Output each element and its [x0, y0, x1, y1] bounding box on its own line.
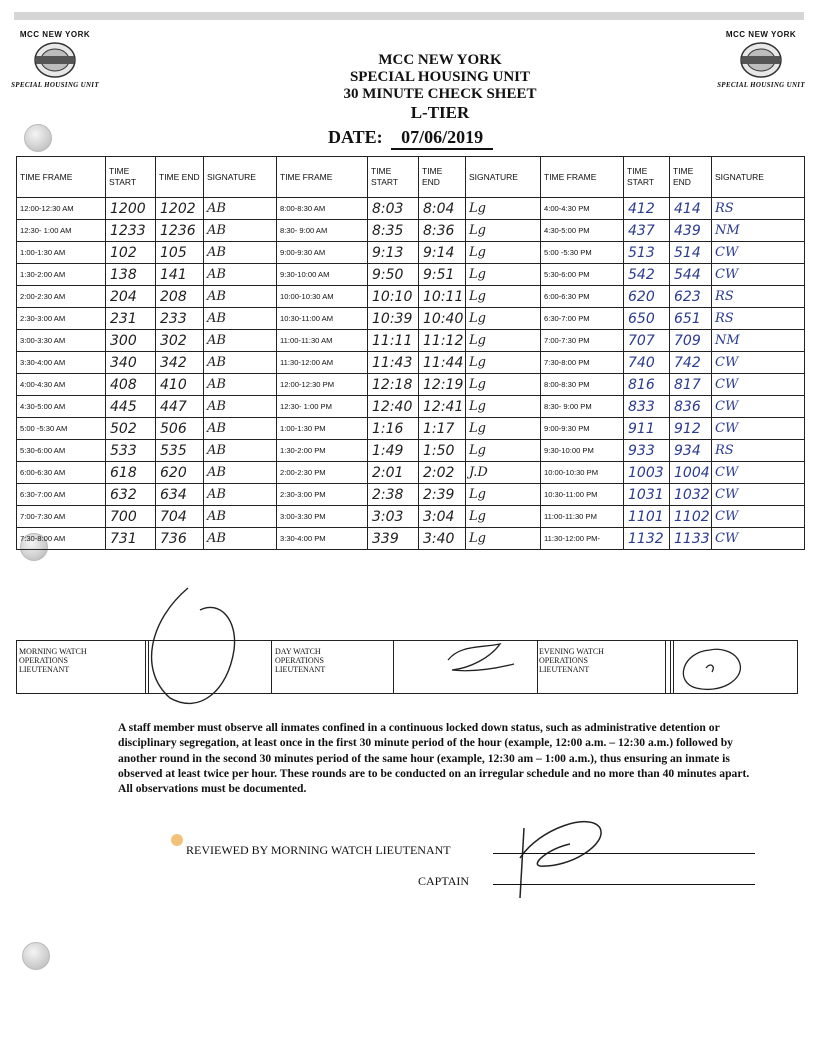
signature-cell[interactable]: AB — [204, 528, 277, 550]
table-row — [17, 330, 805, 352]
time-frame-cell: 12:00-12:30 AM — [17, 198, 106, 220]
time-frame-cell: 5:30-6:00 PM — [541, 264, 624, 286]
column-header: SIGNATURE — [466, 157, 541, 198]
time-start-cell[interactable]: 1233 — [106, 220, 156, 242]
time-frame-cell: 2:00-2:30 PM — [277, 462, 368, 484]
signature-cell[interactable]: Lg — [466, 506, 541, 528]
column-header: TIME START — [624, 157, 670, 198]
time-start-cell[interactable]: 3:03 — [368, 506, 419, 528]
signature-cell[interactable]: Lg — [466, 286, 541, 308]
time-start-cell[interactable]: 11:43 — [368, 352, 419, 374]
time-start-cell[interactable]: 300 — [106, 330, 156, 352]
tier-title: L-TIER — [410, 103, 470, 122]
time-frame-cell: 7:00-7:30 PM — [541, 330, 624, 352]
time-end-cell[interactable]: 535 — [156, 440, 204, 462]
signature-cell[interactable]: CW — [712, 264, 805, 286]
time-frame-cell: 6:30-7:00 AM — [17, 484, 106, 506]
time-end-cell[interactable]: 12:19 — [419, 374, 466, 396]
time-end-cell[interactable]: 544 — [670, 264, 712, 286]
morning-watch-label-cell — [17, 641, 146, 693]
time-frame-cell: 1:30-2:00 PM — [277, 440, 368, 462]
time-start-cell[interactable]: 502 — [106, 418, 156, 440]
time-frame-cell: 8:30- 9:00 PM — [541, 396, 624, 418]
time-end-cell[interactable]: 623 — [670, 286, 712, 308]
signature-cell[interactable]: AB — [204, 220, 277, 242]
time-start-cell[interactable]: 911 — [624, 418, 670, 440]
table-row — [17, 264, 805, 286]
signature-cell[interactable]: AB — [204, 484, 277, 506]
time-frame-cell: 7:30-8:00 AM — [17, 528, 106, 550]
time-frame-cell: 6:00-6:30 PM — [541, 286, 624, 308]
evening-watch-label — [537, 641, 663, 681]
time-start-cell[interactable]: 437 — [624, 220, 670, 242]
signature-cell[interactable]: Lg — [466, 198, 541, 220]
reviewed-by-label: REVIEWED BY MORNING WATCH LIEUTENANT — [186, 843, 451, 857]
highlight-dot-icon — [171, 834, 183, 846]
shu-emblem-icon — [32, 41, 78, 79]
signature-cell[interactable]: AB — [204, 418, 277, 440]
time-frame-cell: 6:30-7:00 PM — [541, 308, 624, 330]
time-frame-cell: 3:00-3:30 AM — [17, 330, 106, 352]
captain-signature-icon — [500, 808, 610, 903]
time-start-cell[interactable]: 1:49 — [368, 440, 419, 462]
logo-bottom-text: SPECIAL HOUSING UNIT — [11, 81, 99, 89]
time-start-cell[interactable]: 339 — [368, 528, 419, 550]
signature-cell[interactable]: CW — [712, 484, 805, 506]
time-start-cell[interactable]: 445 — [106, 396, 156, 418]
time-end-cell[interactable]: 1202 — [156, 198, 204, 220]
column-header: SIGNATURE — [712, 157, 805, 198]
table-row — [17, 462, 805, 484]
time-start-cell[interactable]: 620 — [624, 286, 670, 308]
time-end-cell[interactable]: 105 — [156, 242, 204, 264]
time-end-cell[interactable]: 8:04 — [419, 198, 466, 220]
time-end-cell[interactable]: 742 — [670, 352, 712, 374]
signature-cell[interactable]: RS — [712, 286, 805, 308]
time-frame-cell: 9:30-10:00 AM — [277, 264, 368, 286]
time-end-cell[interactable]: 9:51 — [419, 264, 466, 286]
label-line: OPERATIONS — [275, 656, 324, 666]
time-end-cell[interactable]: 8:36 — [419, 220, 466, 242]
signature-cell[interactable]: Lg — [466, 352, 541, 374]
morning-watch-label — [17, 641, 145, 681]
column-header: TIME START — [106, 157, 156, 198]
column-header: SIGNATURE — [204, 157, 277, 198]
table-row — [17, 396, 805, 418]
signature-cell[interactable]: AB — [204, 286, 277, 308]
time-end-cell[interactable]: 208 — [156, 286, 204, 308]
signature-cell[interactable]: RS — [712, 440, 805, 462]
signature-cell[interactable]: CW — [712, 374, 805, 396]
time-end-cell[interactable]: 1102 — [670, 506, 712, 528]
table-row — [17, 308, 805, 330]
time-start-cell[interactable]: 102 — [106, 242, 156, 264]
time-end-cell[interactable]: 141 — [156, 264, 204, 286]
signature-cell[interactable]: NM — [712, 220, 805, 242]
time-end-cell[interactable]: 836 — [670, 396, 712, 418]
time-frame-cell: 12:30- 1:00 PM — [277, 396, 368, 418]
table-row — [17, 352, 805, 374]
time-end-cell[interactable]: 2:02 — [419, 462, 466, 484]
table-row — [17, 440, 805, 462]
time-end-cell[interactable]: 9:14 — [419, 242, 466, 264]
signature-cell[interactable]: CW — [712, 528, 805, 550]
time-end-cell[interactable]: 302 — [156, 330, 204, 352]
time-frame-cell: 2:30-3:00 AM — [17, 308, 106, 330]
time-end-cell[interactable]: 1032 — [670, 484, 712, 506]
facility-title: MCC NEW YORK — [378, 52, 502, 68]
time-end-cell[interactable]: 934 — [670, 440, 712, 462]
time-start-cell[interactable]: 12:40 — [368, 396, 419, 418]
column-header: TIME END — [670, 157, 712, 198]
time-frame-cell: 1:00-1:30 AM — [17, 242, 106, 264]
signature-cell[interactable]: Lg — [466, 308, 541, 330]
signature-cell[interactable]: Lg — [466, 374, 541, 396]
shu-emblem-icon — [738, 41, 784, 79]
reviewed-by-signature-line[interactable] — [493, 853, 755, 854]
date-line — [328, 127, 493, 150]
table-row — [17, 198, 805, 220]
time-frame-cell: 11:00-11:30 AM — [277, 330, 368, 352]
time-frame-cell: 6:00-6:30 AM — [17, 462, 106, 484]
day-watch-label-cell — [273, 641, 393, 693]
time-end-cell[interactable]: 817 — [670, 374, 712, 396]
time-frame-cell: 12:00-12:30 PM — [277, 374, 368, 396]
table-header-row — [17, 157, 805, 198]
label-line: EVENING WATCH — [539, 647, 604, 656]
signature-cell[interactable]: Lg — [466, 440, 541, 462]
time-start-cell[interactable]: 2:01 — [368, 462, 419, 484]
time-end-cell[interactable]: 912 — [670, 418, 712, 440]
time-end-cell[interactable]: 3:04 — [419, 506, 466, 528]
time-start-cell[interactable]: 1:16 — [368, 418, 419, 440]
table-row — [17, 220, 805, 242]
time-frame-cell: 1:30-2:00 AM — [17, 264, 106, 286]
signature-cell[interactable]: AB — [204, 242, 277, 264]
time-end-cell[interactable]: 10:11 — [419, 286, 466, 308]
signature-cell[interactable]: CW — [712, 396, 805, 418]
shu-logo-right — [706, 30, 816, 89]
time-frame-cell: 4:30-5:00 AM — [17, 396, 106, 418]
time-start-cell[interactable]: 533 — [106, 440, 156, 462]
signature-cell[interactable]: Lg — [466, 330, 541, 352]
time-frame-cell: 1:00-1:30 PM — [277, 418, 368, 440]
table-row — [17, 484, 805, 506]
check-sheet-table — [16, 156, 805, 550]
time-end-cell[interactable]: 1:17 — [419, 418, 466, 440]
table-row — [17, 286, 805, 308]
day-lieutenant-signature-icon — [440, 640, 520, 680]
time-frame-cell: 9:00-9:30 PM — [541, 418, 624, 440]
label-line: OPERATIONS — [19, 656, 68, 666]
time-start-cell[interactable]: 542 — [624, 264, 670, 286]
signature-cell[interactable]: Lg — [466, 484, 541, 506]
signature-cell[interactable]: Lg — [466, 396, 541, 418]
label-line: OPERATIONS — [539, 656, 588, 666]
time-start-cell[interactable]: 740 — [624, 352, 670, 374]
punch-hole-icon — [24, 124, 52, 152]
time-start-cell[interactable]: 731 — [106, 528, 156, 550]
label-line: DAY WATCH — [275, 647, 321, 656]
time-start-cell[interactable]: 412 — [624, 198, 670, 220]
evening-watch-label-cell — [537, 641, 663, 693]
time-end-cell[interactable]: 414 — [670, 198, 712, 220]
time-start-cell[interactable]: 10:10 — [368, 286, 419, 308]
time-end-cell[interactable]: 11:12 — [419, 330, 466, 352]
signature-cell[interactable]: AB — [204, 330, 277, 352]
date-label: DATE: — [328, 127, 383, 147]
time-frame-cell: 10:30-11:00 PM — [541, 484, 624, 506]
label-line: LIEUTENANT — [275, 665, 326, 675]
table-row — [17, 506, 805, 528]
signature-cell[interactable]: Lg — [466, 418, 541, 440]
time-end-cell[interactable]: 1236 — [156, 220, 204, 242]
time-end-cell[interactable]: 1:50 — [419, 440, 466, 462]
logo-top-text: MCC NEW YORK — [19, 30, 91, 39]
instructions-paragraph: A staff member must observe all inmates confined in a continuous locked down status, such as administrative detention or disciplinary segregation, at least once in the first 30 minute period of the hour (example, 12:00 a.m. – 12:30 a.m.) followed by another round in the second 30 minutes period of the same hour (example, 12:30 am – 1:00 a.m.), thus ensuring an inmate is observed at least twice per hour. These rounds are to be conducted on an irregular schedule and no more than 40 minutes apart. All observations must be documented. — [118, 721, 750, 796]
time-start-cell[interactable]: 707 — [624, 330, 670, 352]
time-frame-cell: 5:00 -5:30 AM — [17, 418, 106, 440]
column-header: TIME FRAME — [17, 157, 106, 198]
time-end-cell[interactable]: 3:40 — [419, 528, 466, 550]
time-start-cell[interactable]: 204 — [106, 286, 156, 308]
label-line: MORNING WATCH — [19, 647, 87, 656]
signature-cell[interactable]: AB — [204, 374, 277, 396]
shu-logo-left — [0, 30, 110, 89]
time-end-cell[interactable]: 10:40 — [419, 308, 466, 330]
time-frame-cell: 4:30-5:00 PM — [541, 220, 624, 242]
time-start-cell[interactable]: 231 — [106, 308, 156, 330]
time-end-cell[interactable]: 634 — [156, 484, 204, 506]
signature-cell[interactable]: AB — [204, 506, 277, 528]
time-start-cell[interactable]: 138 — [106, 264, 156, 286]
signature-cell[interactable]: AB — [204, 198, 277, 220]
time-end-cell[interactable]: 704 — [156, 506, 204, 528]
time-frame-cell: 9:00-9:30 AM — [277, 242, 368, 264]
signature-cell[interactable]: AB — [204, 396, 277, 418]
time-start-cell[interactable]: 1101 — [624, 506, 670, 528]
time-end-cell[interactable]: 620 — [156, 462, 204, 484]
time-end-cell[interactable]: 439 — [670, 220, 712, 242]
time-start-cell[interactable]: 1132 — [624, 528, 670, 550]
time-end-cell[interactable]: 2:39 — [419, 484, 466, 506]
signature-cell[interactable]: Lg — [466, 264, 541, 286]
signature-cell[interactable]: Lg — [466, 220, 541, 242]
time-frame-cell: 12:30- 1:00 AM — [17, 220, 106, 242]
time-start-cell[interactable]: 700 — [106, 506, 156, 528]
column-header: TIME END — [156, 157, 204, 198]
signature-cell[interactable]: J.D — [466, 462, 541, 484]
time-end-cell[interactable]: 736 — [156, 528, 204, 550]
signature-cell[interactable]: AB — [204, 440, 277, 462]
label-line: LIEUTENANT — [539, 665, 590, 675]
time-frame-cell: 4:00-4:30 AM — [17, 374, 106, 396]
time-end-cell[interactable]: 709 — [670, 330, 712, 352]
signature-cell[interactable]: AB — [204, 264, 277, 286]
time-end-cell[interactable]: 514 — [670, 242, 712, 264]
signature-cell[interactable]: CW — [712, 506, 805, 528]
time-start-cell[interactable]: 2:38 — [368, 484, 419, 506]
unit-title: SPECIAL HOUSING UNIT — [349, 69, 531, 85]
time-frame-cell: 10:30-11:00 AM — [277, 308, 368, 330]
time-end-cell[interactable]: 447 — [156, 396, 204, 418]
time-start-cell[interactable]: 632 — [106, 484, 156, 506]
time-end-cell[interactable]: 1004 — [670, 462, 712, 484]
time-start-cell[interactable]: 833 — [624, 396, 670, 418]
captain-signature-line[interactable] — [493, 884, 755, 885]
time-frame-cell: 3:30-4:00 AM — [17, 352, 106, 374]
scan-top-edge — [14, 12, 804, 20]
signature-cell[interactable]: CW — [712, 418, 805, 440]
time-frame-cell: 9:30-10:00 PM — [541, 440, 624, 462]
punch-hole-icon — [22, 942, 50, 970]
time-end-cell[interactable]: 342 — [156, 352, 204, 374]
time-start-cell[interactable]: 408 — [106, 374, 156, 396]
captain-label: CAPTAIN — [418, 874, 470, 888]
time-frame-cell: 7:30-8:00 PM — [541, 352, 624, 374]
time-end-cell[interactable]: 1133 — [670, 528, 712, 550]
date-value: 07/06/2019 — [391, 127, 493, 150]
label-line: LIEUTENANT — [19, 665, 70, 675]
time-start-cell[interactable]: 9:13 — [368, 242, 419, 264]
evening-lieutenant-signature-icon — [670, 644, 750, 694]
time-start-cell[interactable]: 1200 — [106, 198, 156, 220]
signature-cell[interactable]: AB — [204, 462, 277, 484]
time-start-cell[interactable]: 11:11 — [368, 330, 419, 352]
time-end-cell[interactable]: 12:41 — [419, 396, 466, 418]
signature-cell[interactable]: RS — [712, 198, 805, 220]
time-start-cell[interactable]: 513 — [624, 242, 670, 264]
signature-cell[interactable]: CW — [712, 242, 805, 264]
time-start-cell[interactable]: 1031 — [624, 484, 670, 506]
time-start-cell[interactable]: 650 — [624, 308, 670, 330]
logo-bottom-text: SPECIAL HOUSING UNIT — [717, 81, 805, 89]
column-header: TIME END — [419, 157, 466, 198]
table-row — [17, 528, 805, 550]
time-start-cell[interactable]: 933 — [624, 440, 670, 462]
table-row — [17, 242, 805, 264]
signature-cell[interactable]: Lg — [466, 528, 541, 550]
time-start-cell[interactable]: 1003 — [624, 462, 670, 484]
time-frame-cell: 11:30-12:00 PM- — [541, 528, 624, 550]
time-frame-cell: 8:00-8:30 PM — [541, 374, 624, 396]
column-header: TIME FRAME — [277, 157, 368, 198]
time-start-cell[interactable]: 816 — [624, 374, 670, 396]
signature-cell[interactable]: Lg — [466, 242, 541, 264]
time-frame-cell: 2:00-2:30 AM — [17, 286, 106, 308]
column-header: TIME FRAME — [541, 157, 624, 198]
day-watch-label — [273, 641, 393, 681]
table-row — [17, 418, 805, 440]
time-end-cell[interactable]: 410 — [156, 374, 204, 396]
time-start-cell[interactable]: 10:39 — [368, 308, 419, 330]
time-start-cell[interactable]: 8:35 — [368, 220, 419, 242]
time-frame-cell: 11:30-12:00 AM — [277, 352, 368, 374]
time-end-cell[interactable]: 651 — [670, 308, 712, 330]
time-frame-cell: 7:00-7:30 AM — [17, 506, 106, 528]
time-frame-cell: 5:30-6:00 AM — [17, 440, 106, 462]
time-start-cell[interactable]: 340 — [106, 352, 156, 374]
time-frame-cell: 3:30-4:00 PM — [277, 528, 368, 550]
column-header: TIME START — [368, 157, 419, 198]
time-frame-cell: 10:00-10:30 PM — [541, 462, 624, 484]
morning-lieutenant-signature-icon — [130, 580, 250, 710]
time-start-cell[interactable]: 8:03 — [368, 198, 419, 220]
signature-cell[interactable]: RS — [712, 308, 805, 330]
signature-cell[interactable]: AB — [204, 352, 277, 374]
time-end-cell[interactable]: 506 — [156, 418, 204, 440]
time-start-cell[interactable]: 12:18 — [368, 374, 419, 396]
time-start-cell[interactable]: 618 — [106, 462, 156, 484]
time-frame-cell: 8:30- 9:00 AM — [277, 220, 368, 242]
time-frame-cell: 5:00 -5:30 PM — [541, 242, 624, 264]
sheet-title: 30 MINUTE CHECK SHEET — [343, 86, 537, 102]
signature-cell[interactable]: CW — [712, 462, 805, 484]
signature-cell[interactable]: AB — [204, 308, 277, 330]
time-start-cell[interactable]: 9:50 — [368, 264, 419, 286]
logo-top-text: MCC NEW YORK — [725, 30, 797, 39]
table-row — [17, 374, 805, 396]
signature-cell[interactable]: NM — [712, 330, 805, 352]
signature-cell[interactable]: CW — [712, 352, 805, 374]
time-frame-cell: 8:00-8:30 AM — [277, 198, 368, 220]
table-body — [17, 198, 805, 550]
time-frame-cell: 10:00-10:30 AM — [277, 286, 368, 308]
time-end-cell[interactable]: 11:44 — [419, 352, 466, 374]
time-frame-cell: 2:30-3:00 PM — [277, 484, 368, 506]
time-frame-cell: 4:00-4:30 PM — [541, 198, 624, 220]
time-frame-cell: 11:00-11:30 PM — [541, 506, 624, 528]
time-frame-cell: 3:00-3:30 PM — [277, 506, 368, 528]
time-end-cell[interactable]: 233 — [156, 308, 204, 330]
